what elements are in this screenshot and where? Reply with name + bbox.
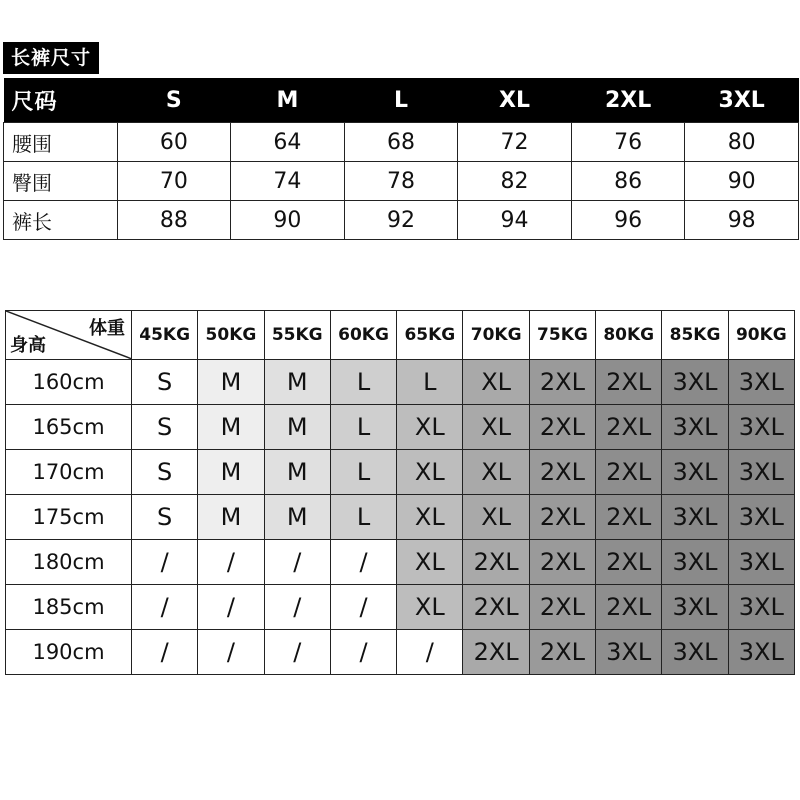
size-cell: XL — [463, 405, 529, 450]
size-cell: M — [264, 405, 330, 450]
table-row — [6, 360, 795, 405]
size-cell: / — [132, 585, 198, 630]
size-cell: 3XL — [728, 540, 794, 585]
table-row — [4, 162, 799, 201]
table-cell: 88 — [117, 201, 231, 240]
size-cell: XL — [463, 495, 529, 540]
size-cell: 3XL — [662, 630, 728, 675]
weight-header-cell: 75KG — [529, 311, 595, 360]
size-header-label: 尺码 — [4, 78, 118, 123]
table-row — [4, 201, 799, 240]
height-weight-size-chart — [5, 310, 795, 675]
table-row — [6, 405, 795, 450]
size-cell: 3XL — [596, 630, 662, 675]
size-cell: / — [264, 630, 330, 675]
size-cell: 3XL — [662, 360, 728, 405]
height-label: 185cm — [6, 585, 132, 630]
table-cell: 60 — [117, 123, 231, 162]
size-cell: 2XL — [529, 540, 595, 585]
size-cell: / — [264, 585, 330, 630]
size-cell: 2XL — [529, 495, 595, 540]
size-header-cell: 2XL — [571, 78, 685, 123]
table-cell: 98 — [685, 201, 799, 240]
table-row — [6, 540, 795, 585]
size-cell: 2XL — [529, 360, 595, 405]
size-cell: M — [198, 495, 264, 540]
size-cell: 3XL — [728, 585, 794, 630]
size-cell: / — [132, 630, 198, 675]
size-cell: 2XL — [463, 540, 529, 585]
size-cell: XL — [397, 405, 463, 450]
size-cell: L — [397, 360, 463, 405]
table-cell: 68 — [344, 123, 458, 162]
height-label: 190cm — [6, 630, 132, 675]
table-cell: 78 — [344, 162, 458, 201]
size-cell: / — [198, 540, 264, 585]
size-cell: 2XL — [529, 630, 595, 675]
size-cell: S — [132, 450, 198, 495]
height-label: 165cm — [6, 405, 132, 450]
size-cell: M — [264, 360, 330, 405]
table-row — [6, 630, 795, 675]
size-header-cell: S — [117, 78, 231, 123]
size-cell: 2XL — [529, 585, 595, 630]
table-cell: 72 — [458, 123, 572, 162]
corner-header — [6, 311, 132, 360]
size-cell: XL — [463, 450, 529, 495]
height-label: 170cm — [6, 450, 132, 495]
height-label: 180cm — [6, 540, 132, 585]
size-cell: / — [330, 540, 396, 585]
size-cell: 2XL — [529, 450, 595, 495]
size-cell: 3XL — [728, 360, 794, 405]
size-cell: XL — [397, 450, 463, 495]
table-row — [4, 123, 799, 162]
height-axis-label: 身高 — [10, 335, 46, 356]
size-cell: / — [132, 540, 198, 585]
size-cell: / — [198, 630, 264, 675]
size-cell: 3XL — [728, 630, 794, 675]
table-cell: 90 — [231, 201, 345, 240]
table-cell: 76 — [571, 123, 685, 162]
size-cell: M — [198, 450, 264, 495]
size-header-row — [4, 78, 799, 123]
weight-axis-label: 体重 — [89, 318, 125, 339]
size-cell: S — [132, 405, 198, 450]
size-cell: XL — [463, 360, 529, 405]
height-label: 175cm — [6, 495, 132, 540]
size-cell: 3XL — [662, 495, 728, 540]
weight-header-row — [6, 311, 795, 360]
size-cell: S — [132, 360, 198, 405]
size-header-cell: 3XL — [685, 78, 799, 123]
size-cell: M — [198, 360, 264, 405]
size-cell: L — [330, 450, 396, 495]
table-row — [6, 450, 795, 495]
row-label: 裤长 — [4, 201, 118, 240]
height-label: 160cm — [6, 360, 132, 405]
size-cell: 2XL — [596, 540, 662, 585]
table-cell: 74 — [231, 162, 345, 201]
table-row — [6, 585, 795, 630]
pants-size-table — [3, 78, 799, 240]
weight-header-cell: 90KG — [728, 311, 794, 360]
weight-header-cell: 70KG — [463, 311, 529, 360]
size-cell: 2XL — [463, 585, 529, 630]
row-label: 臀围 — [4, 162, 118, 201]
row-label: 腰围 — [4, 123, 118, 162]
size-cell: / — [330, 630, 396, 675]
size-cell: 2XL — [529, 405, 595, 450]
size-cell: L — [330, 360, 396, 405]
size-cell: / — [264, 540, 330, 585]
weight-header-cell: 45KG — [132, 311, 198, 360]
size-cell: XL — [397, 495, 463, 540]
size-cell: / — [198, 585, 264, 630]
table-cell: 90 — [685, 162, 799, 201]
size-cell: M — [264, 495, 330, 540]
size-header-cell: L — [344, 78, 458, 123]
size-header-cell: M — [231, 78, 345, 123]
weight-header-cell: 65KG — [397, 311, 463, 360]
size-cell: 3XL — [728, 405, 794, 450]
size-cell: 3XL — [662, 585, 728, 630]
size-cell: 2XL — [596, 360, 662, 405]
size-cell: L — [330, 495, 396, 540]
table-cell: 92 — [344, 201, 458, 240]
size-cell: L — [330, 405, 396, 450]
size-cell: 2XL — [463, 630, 529, 675]
table-row — [6, 495, 795, 540]
chart-body — [6, 360, 795, 675]
weight-header-cell: 80KG — [596, 311, 662, 360]
page-title: 长裤尺寸 — [3, 42, 99, 74]
size-header-cell: XL — [458, 78, 572, 123]
weight-header-cell: 55KG — [264, 311, 330, 360]
size-cell: 2XL — [596, 450, 662, 495]
table-cell: 80 — [685, 123, 799, 162]
size-cell: 3XL — [662, 540, 728, 585]
table-cell: 64 — [231, 123, 345, 162]
size-cell: 3XL — [662, 450, 728, 495]
table-cell: 86 — [571, 162, 685, 201]
size-cell: M — [198, 405, 264, 450]
size-cell: 3XL — [662, 405, 728, 450]
size-cell: 2XL — [596, 495, 662, 540]
table-cell: 82 — [458, 162, 572, 201]
table-cell: 70 — [117, 162, 231, 201]
size-cell: S — [132, 495, 198, 540]
size-cell: XL — [397, 540, 463, 585]
table-cell: 94 — [458, 201, 572, 240]
size-cell: M — [264, 450, 330, 495]
size-cell: XL — [397, 585, 463, 630]
size-cell: 2XL — [596, 405, 662, 450]
size-cell: 3XL — [728, 495, 794, 540]
size-cell: 3XL — [728, 450, 794, 495]
weight-header-cell: 85KG — [662, 311, 728, 360]
weight-header-cell: 60KG — [330, 311, 396, 360]
size-cell: 2XL — [596, 585, 662, 630]
size-cell: / — [330, 585, 396, 630]
size-cell: / — [397, 630, 463, 675]
weight-header-cell: 50KG — [198, 311, 264, 360]
table-cell: 96 — [571, 201, 685, 240]
